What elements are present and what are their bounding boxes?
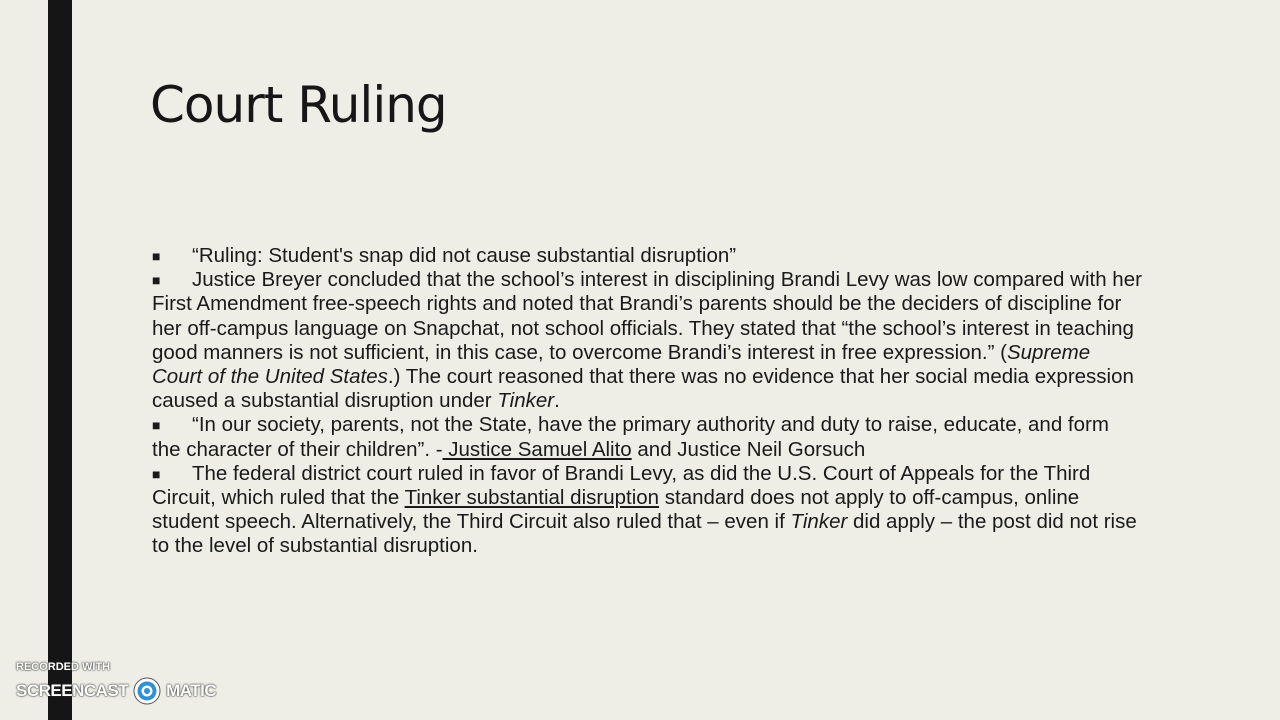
bullet-4-text-c: did apply – the post did not rise to the level of substantial disruption. (152, 510, 1137, 558)
bullet-item-4 (152, 462, 1142, 559)
slide-body (152, 244, 1142, 559)
bullet-square-icon: ■ (152, 465, 161, 482)
bullet-4-case-name: Tinker (790, 510, 848, 534)
bullet-2-citation: Supreme Court of the United States (152, 340, 1091, 389)
watermark-brand-right: MATIC (166, 681, 217, 700)
bullet-3-text-b: and Justice Neil Gorsuch (631, 437, 866, 461)
watermark-recorded-with: RECORDED WITH (16, 661, 111, 673)
bullet-4-text-a: The federal district court ruled in favor of Brandi Levy, as did the U.S. Court of Appeals for the Third Circuit, which ruled that the (152, 461, 1091, 510)
slide-title: Court Ruling (150, 76, 447, 134)
tinker-disruption-link[interactable]: Tinker substantial disruption (404, 486, 660, 510)
bullet-1-text: “Ruling: Student's snap did not cause substantial disruption” (192, 244, 737, 267)
bullet-2-case-name: Tinker (497, 389, 555, 413)
bullet-square-icon: ■ (152, 272, 161, 289)
screencast-watermark (16, 660, 216, 706)
bullet-item-3 (152, 413, 1142, 461)
bullet-2-text-a: Justice Breyer concluded that the school’s interest in disciplining Brandi Levy was low compared with her First Amendment free-speech rights and noted that Brandi’s parents should be the deciders of discipline for her off-campus language on Snapchat, not school officials. They stated that “the school’s interest in teaching good manners is not sufficient, in this case, to overcome Brandi’s interest in free expression.” ( (152, 268, 1142, 364)
bullet-square-icon: ■ (152, 248, 161, 264)
bullet-2-text-c: . (554, 389, 560, 413)
watermark-brand (16, 676, 216, 706)
bullet-2-text-b: .) The court reasoned that there was no evidence that her social media expression caused a substantial disruption under (152, 365, 1134, 413)
screencast-o-matic-logo-icon (132, 676, 162, 706)
alito-link[interactable]: Justice Samuel Alito (442, 437, 632, 461)
bullet-item-1 (152, 244, 1142, 268)
accent-bar (48, 0, 72, 720)
bullet-3-quote: “In our society, parents, not the State, have the primary authority and duty to raise, educate, and form the character of their children”. - (152, 413, 1109, 461)
bullet-4-text-b: standard does not apply to off-campus, online student speech. Alternatively, the Third Circuit also ruled that – even if (152, 486, 1080, 534)
bullet-square-icon: ■ (152, 417, 161, 434)
watermark-brand-left: SCREENCAST (16, 681, 129, 700)
bullet-item-2 (152, 268, 1142, 413)
